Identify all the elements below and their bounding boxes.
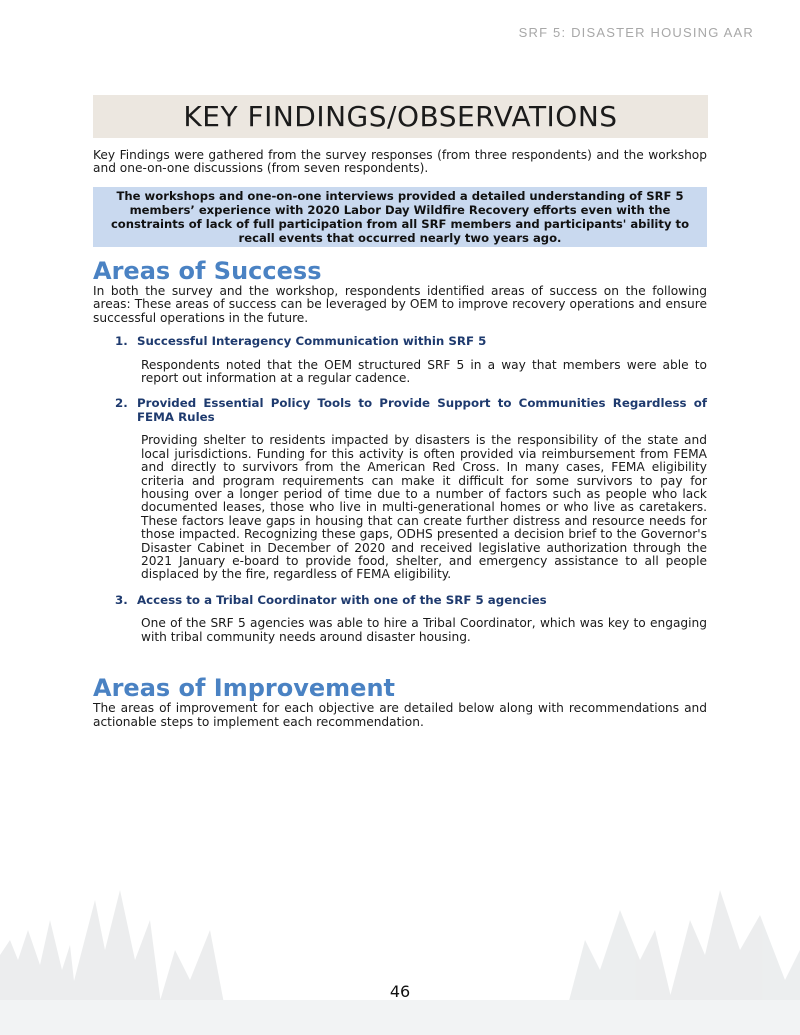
forest-background: [0, 860, 800, 1035]
item-body: One of the SRF 5 agencies was able to hire a Tribal Coordinator, which was key to engaging with tribal community needs around disaster housing.: [141, 616, 707, 644]
item-title: Provided Essential Policy Tools to Provide Support to Communities Regardless of FEMA Rules: [137, 396, 707, 424]
item-number: 2.: [115, 396, 128, 411]
item-body: Respondents noted that the OEM structured SRF 5 in a way that members were able to report out information at a regular cadence.: [141, 357, 707, 385]
item-number: 1.: [115, 334, 128, 349]
success-list: [93, 335, 707, 644]
page-title: KEY FINDINGS/OBSERVATIONS: [183, 100, 618, 133]
page-number: 46: [389, 982, 411, 1001]
running-header: SRF 5: DISASTER HOUSING AAR: [518, 25, 754, 40]
main-content: [93, 149, 707, 729]
item-number: 3.: [115, 592, 128, 607]
list-item: [115, 334, 707, 385]
intro-paragraph: Key Findings were gathered from the survey responses (from three respondents) and the workshop and one-on-one discussions (from seven respondents).: [93, 148, 707, 176]
callout-box: The workshops and one-on-one interviews provided a detailed understanding of SRF 5 members’ experience with 2020 Labor Day Wildfire Recovery efforts even with the constraints of lack of full participation from all SRF members and participants' ability to recall events that occurred nearly two years ago.: [93, 187, 707, 247]
success-heading: Areas of Success: [93, 256, 322, 285]
list-item: [115, 592, 707, 644]
improvement-heading: Areas of Improvement: [93, 674, 396, 703]
success-intro: In both the survey and the workshop, respondents identified areas of success on the following areas: These areas of success can be leveraged by OEM to improve recovery operations and ensure successful operations in the future.: [93, 283, 707, 325]
improvement-intro: The areas of improvement for each objective are detailed below along with recommendations and actionable steps to implement each recommendation.: [93, 701, 707, 729]
list-item: [115, 396, 707, 582]
item-body: Providing shelter to residents impacted by disasters is the responsibility of the state and local jurisdictions. Funding for this activity is often provided via reimbursement from FEMA and directly to survivors from the American Red Cross. In many cases, FEMA eligibility criteria and program requirements can make it difficult for some survivors to pay for housing over a longer period of time due to a number of factors such as people who lack documented leases, those who live in multi-generational homes or who live as caretakers. These factors leave gaps in housing that can create further distress and resource needs for those impacted. Recognizing these gaps, ODHS presented a decision brief to the Governor's Disaster Cabinet in December of 2020 and received legislative authorization through the 2021 January e-board to provide food, shelter, and emergency assistance to all people displaced by the fire, regardless of FEMA eligibility.: [141, 433, 707, 582]
title-band: [93, 95, 708, 138]
item-title: Successful Interagency Communication within SRF 5: [137, 334, 487, 349]
item-title: Access to a Tribal Coordinator with one of the SRF 5 agencies: [137, 592, 547, 607]
